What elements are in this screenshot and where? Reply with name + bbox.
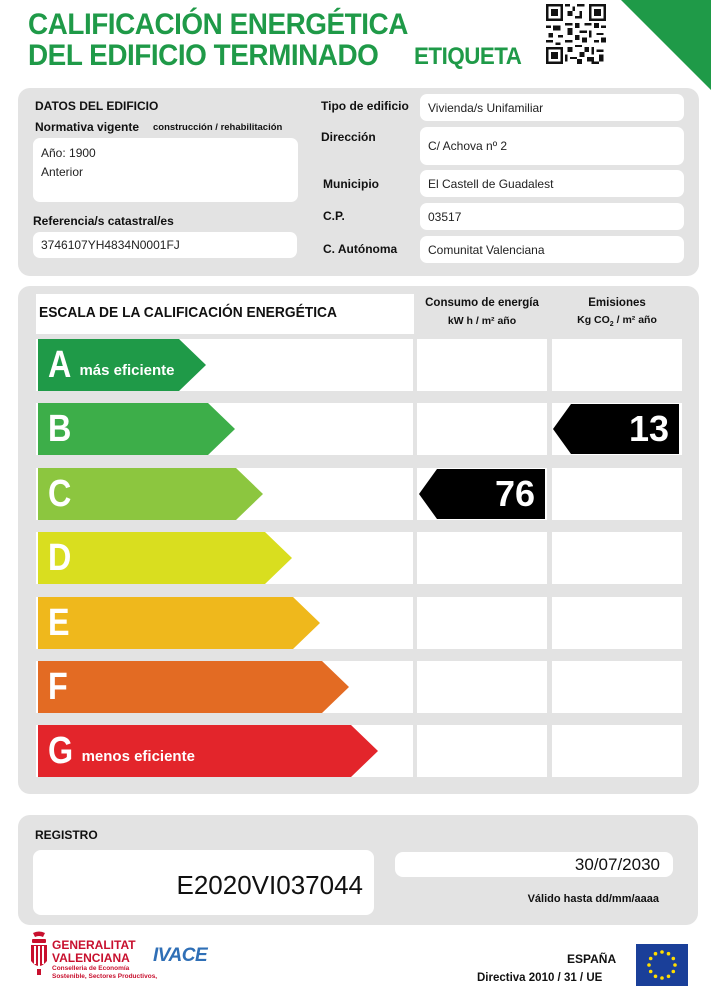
consumption-units: kW h / m² año [447, 315, 517, 327]
gv-line3: Conselleria de Economía [52, 965, 130, 972]
scale-title: ESCALA DE LA CALIFICACIÓN ENERGÉTICA [39, 304, 337, 321]
cp-field: 03517 [420, 203, 684, 230]
cadastral-label: Referencia/s catastral/es [33, 214, 174, 228]
ivace-logo: IVACE [153, 945, 208, 966]
consumption-cell-a [417, 339, 547, 391]
emissions-units-b: / m² año [613, 314, 657, 326]
emissions-cell-d [552, 532, 682, 584]
address-label: Dirección [321, 130, 376, 144]
corner-triangle [621, 0, 711, 90]
rating-letter: F [48, 666, 68, 708]
type-field: Vivienda/s Unifamiliar [420, 94, 684, 121]
emissions-cell-f [552, 661, 682, 713]
gv-line1: GENERALITAT [52, 938, 136, 952]
consumption-cell-g [417, 725, 547, 777]
emissions-units [552, 314, 682, 328]
emissions-value: 13 [628, 408, 669, 449]
cadastral-field: 3746107YH4834N0001FJ [33, 232, 297, 258]
rating-sublabel: más eficiente [79, 361, 175, 379]
emissions-cell-a [552, 339, 682, 391]
title-line-2: DEL EDIFICIO TERMINADO [28, 39, 379, 72]
region-label: C. Autónoma [323, 242, 398, 256]
gv-line2: VALENCIANA [52, 951, 130, 965]
consumption-cell-e [417, 597, 547, 649]
normativa-label: Normativa vigente [35, 120, 140, 134]
title-line-1: CALIFICACIÓN ENERGÉTICA [28, 8, 408, 41]
rating-label-d [38, 532, 292, 584]
qr-code-icon [546, 4, 606, 64]
cp-label: C.P. [323, 209, 345, 223]
rating-letter: D [48, 537, 72, 579]
normativa-sublabel: construcción / rehabilitación [153, 122, 283, 133]
rating-label-c [38, 468, 263, 520]
generalitat-crest-icon [30, 931, 48, 977]
consumption-value: 76 [494, 473, 535, 514]
year-value: Año: 1900 [41, 146, 96, 160]
emissions-header: Emisiones [588, 297, 646, 309]
rating-letter: C [48, 473, 72, 515]
building-section-title: DATOS DEL EDIFICIO [35, 99, 159, 113]
gv-line4: Sostenible, Sectores Productivos, [52, 973, 158, 980]
valid-label: Válido hasta dd/mm/aaaa [527, 893, 659, 905]
consumption-cell-f [417, 661, 547, 713]
rating-label-a [38, 339, 206, 391]
emissions-units-sub: 2 [609, 321, 614, 329]
consumption-header: Consumo de energía [425, 297, 539, 309]
valid-date: 30/07/2030 [574, 855, 660, 874]
registry-title: REGISTRO [35, 828, 98, 842]
registry-number: E2020VI037044 [176, 870, 363, 900]
rating-label-g [38, 725, 378, 777]
address-field: C/ Achova nº 2 [420, 127, 684, 165]
rating-letter: A [48, 344, 72, 386]
directive-label: Directiva 2010 / 31 / UE [477, 972, 603, 984]
municipality-label: Municipio [323, 177, 379, 191]
municipality-field: El Castell de Guadalest [420, 170, 684, 197]
emissions-cell-g [552, 725, 682, 777]
country-label: ESPAÑA [567, 952, 617, 966]
eu-flag-icon [636, 944, 688, 986]
rating-label-b [38, 403, 235, 455]
etiqueta-label: ETIQUETA [414, 43, 522, 70]
rating-label-f [38, 661, 349, 713]
rating-letter: B [48, 408, 72, 450]
normativa-value: Anterior [41, 165, 84, 179]
rating-label-e [38, 597, 320, 649]
emissions-cell-c [552, 468, 682, 520]
normativa-field [33, 138, 298, 202]
consumption-cell-b [417, 403, 547, 455]
region-field: Comunitat Valenciana [420, 236, 684, 263]
rating-letter: E [48, 602, 70, 644]
rating-letter: G [48, 730, 74, 772]
emissions-cell-e [552, 597, 682, 649]
emissions-units-a: Kg CO [577, 314, 610, 326]
consumption-cell-d [417, 532, 547, 584]
rating-sublabel: menos eficiente [81, 747, 195, 765]
type-label: Tipo de edificio [321, 99, 409, 113]
